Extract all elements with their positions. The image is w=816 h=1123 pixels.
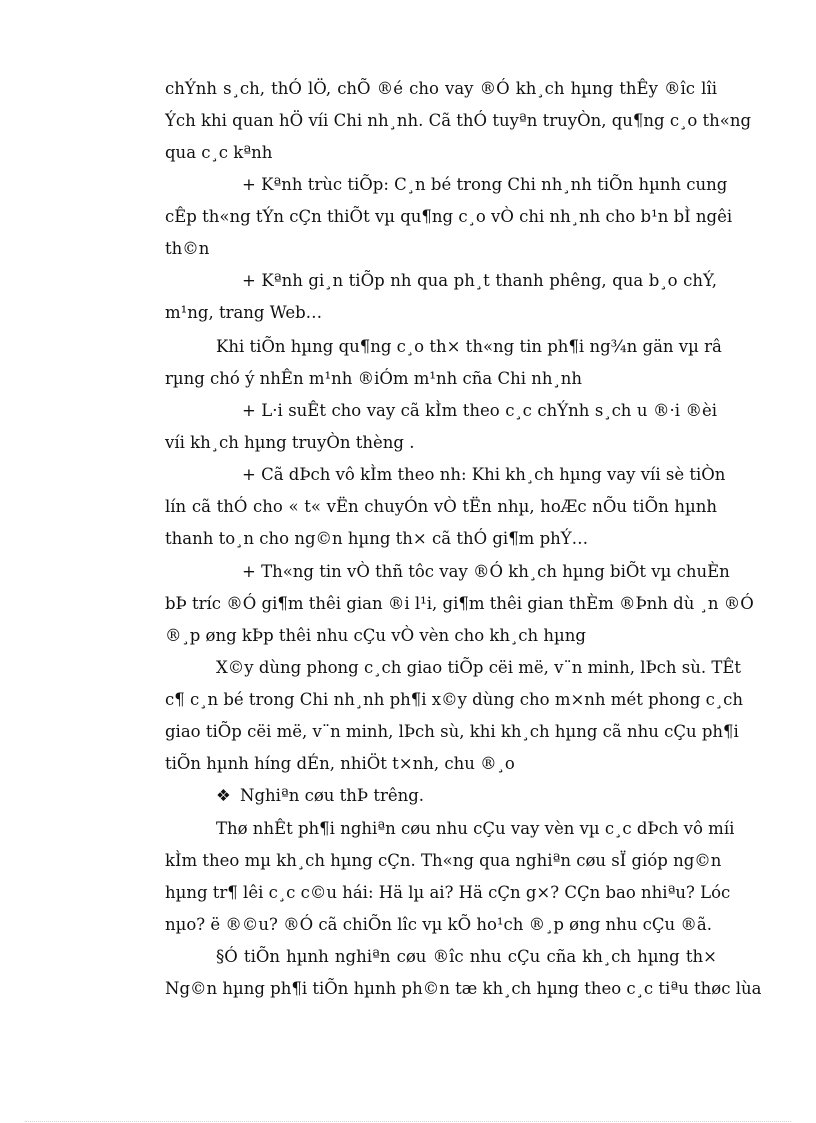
- text-line: Thø nhÊt ph¶i nghiªn cøu nhu cÇu vay vèn vµ c¸c dÞch vô míi: [216, 819, 735, 838]
- text-line: th©n: [165, 239, 210, 258]
- text-line: bÞ tríc ®Ó gi¶m thêi gian ®i l¹i, gi¶m thêi gian thÈm ®Þnh dù ¸n ®Ó: [165, 594, 754, 613]
- text-line: Ých khi quan hÖ víi Chi nh¸nh. Cã thÓ tuyªn truyÒn, qu¶ng c¸o th«ng: [165, 111, 752, 130]
- text-line: víi kh¸ch hµng truyÒn thèng .: [165, 433, 415, 452]
- text-line: §Ó tiÕn hµnh nghiªn cøu ®îc nhu cÇu cña kh¸ch hµng th×: [216, 947, 717, 966]
- text-line: + Cã dÞch vô kÌm theo nh: Khi kh¸ch hµng vay víi sè tiÒn: [242, 465, 726, 484]
- text-line: hµng tr¶ lêi c¸c c©u hái: Hä lµ ai? Hä cÇn g×? CÇn bao nhiªu? Lóc: [165, 883, 731, 902]
- bullet-heading: [216, 785, 516, 807]
- text-line: m¹ng, trang Web…: [165, 303, 323, 322]
- text-line: nµo? ë ®©u? ®Ó cã chiÕn lîc vµ kÕ ho¹ch ®¸p øng nhu cÇu ®ã.: [165, 915, 712, 934]
- text-line: thanh to¸n cho ng©n hµng th× cã thÓ gi¶m phÝ…: [165, 529, 589, 548]
- text-line: X©y dùng phong c¸ch giao tiÕp cëi më, v¨n minh, lÞch sù. TÊt: [216, 658, 742, 677]
- text-line: Khi tiÕn hµng qu¶ng c¸o th× th«ng tin ph¶i ng¾n gän vµ râ: [216, 337, 722, 356]
- text-line: lín cã thÓ cho « t« vËn chuyÓn vÒ tËn nhµ, hoÆc nÕu tiÕn hµnh: [165, 497, 717, 516]
- page-bottom-rule: [25, 1121, 791, 1122]
- text-line: rµng chó ý nhÊn m¹nh ®iÓm m¹nh cña Chi nh¸nh: [165, 369, 583, 388]
- bullet-heading-text: Nghiªn cøu thÞ trêng.: [240, 786, 425, 805]
- text-line: + L·i suÊt cho vay cã kÌm theo c¸c chÝnh s¸ch u ®·i ®èi: [242, 401, 717, 420]
- text-line: + Kªnh gi¸n tiÕp nh qua ph¸t thanh phêng, qua b¸o chÝ,: [242, 271, 717, 290]
- text-line: ®¸p øng kÞp thêi nhu cÇu vÒ vèn cho kh¸ch hµng: [165, 626, 586, 645]
- text-line: tiÕn hµnh híng dÉn, nhiÖt t×nh, chu ®¸o: [165, 754, 515, 773]
- text-line: qua c¸c kªnh: [165, 143, 273, 162]
- text-line: + Th«ng tin vÒ thñ tôc vay ®Ó kh¸ch hµng biÕt vµ chuÈn: [242, 562, 730, 581]
- text-line: Ng©n hµng ph¶i tiÕn hµnh ph©n tæ kh¸ch hµng theo c¸c tiªu thøc lùa: [165, 979, 762, 998]
- text-line: c¶ c¸n bé trong Chi nh¸nh ph¶i x©y dùng cho m×nh mét phong c¸ch: [165, 690, 743, 709]
- text-line: cÊp th«ng tÝn cÇn thiÕt vµ qu¶ng c¸o vÒ chi nh¸nh cho b¹n bÌ ngêi: [165, 207, 733, 226]
- text-line: kÌm theo mµ kh¸ch hµng cÇn. Th«ng qua nghiªn cøu sÏ gióp ng©n: [165, 851, 722, 870]
- text-line: chÝnh s¸ch, thÓ lÖ, chÕ ®é cho vay ®Ó kh¸ch hµng thÊy ®îc lîi: [165, 79, 717, 98]
- text-line: + Kªnh trùc tiÕp: C¸n bé trong Chi nh¸nh tiÕn hµnh cung: [242, 175, 728, 194]
- diamond-bullet-icon: ❖: [216, 786, 231, 805]
- text-line: giao tiÕp cëi më, v¨n minh, lÞch sù, khi kh¸ch hµng cã nhu cÇu ph¶i: [165, 722, 739, 741]
